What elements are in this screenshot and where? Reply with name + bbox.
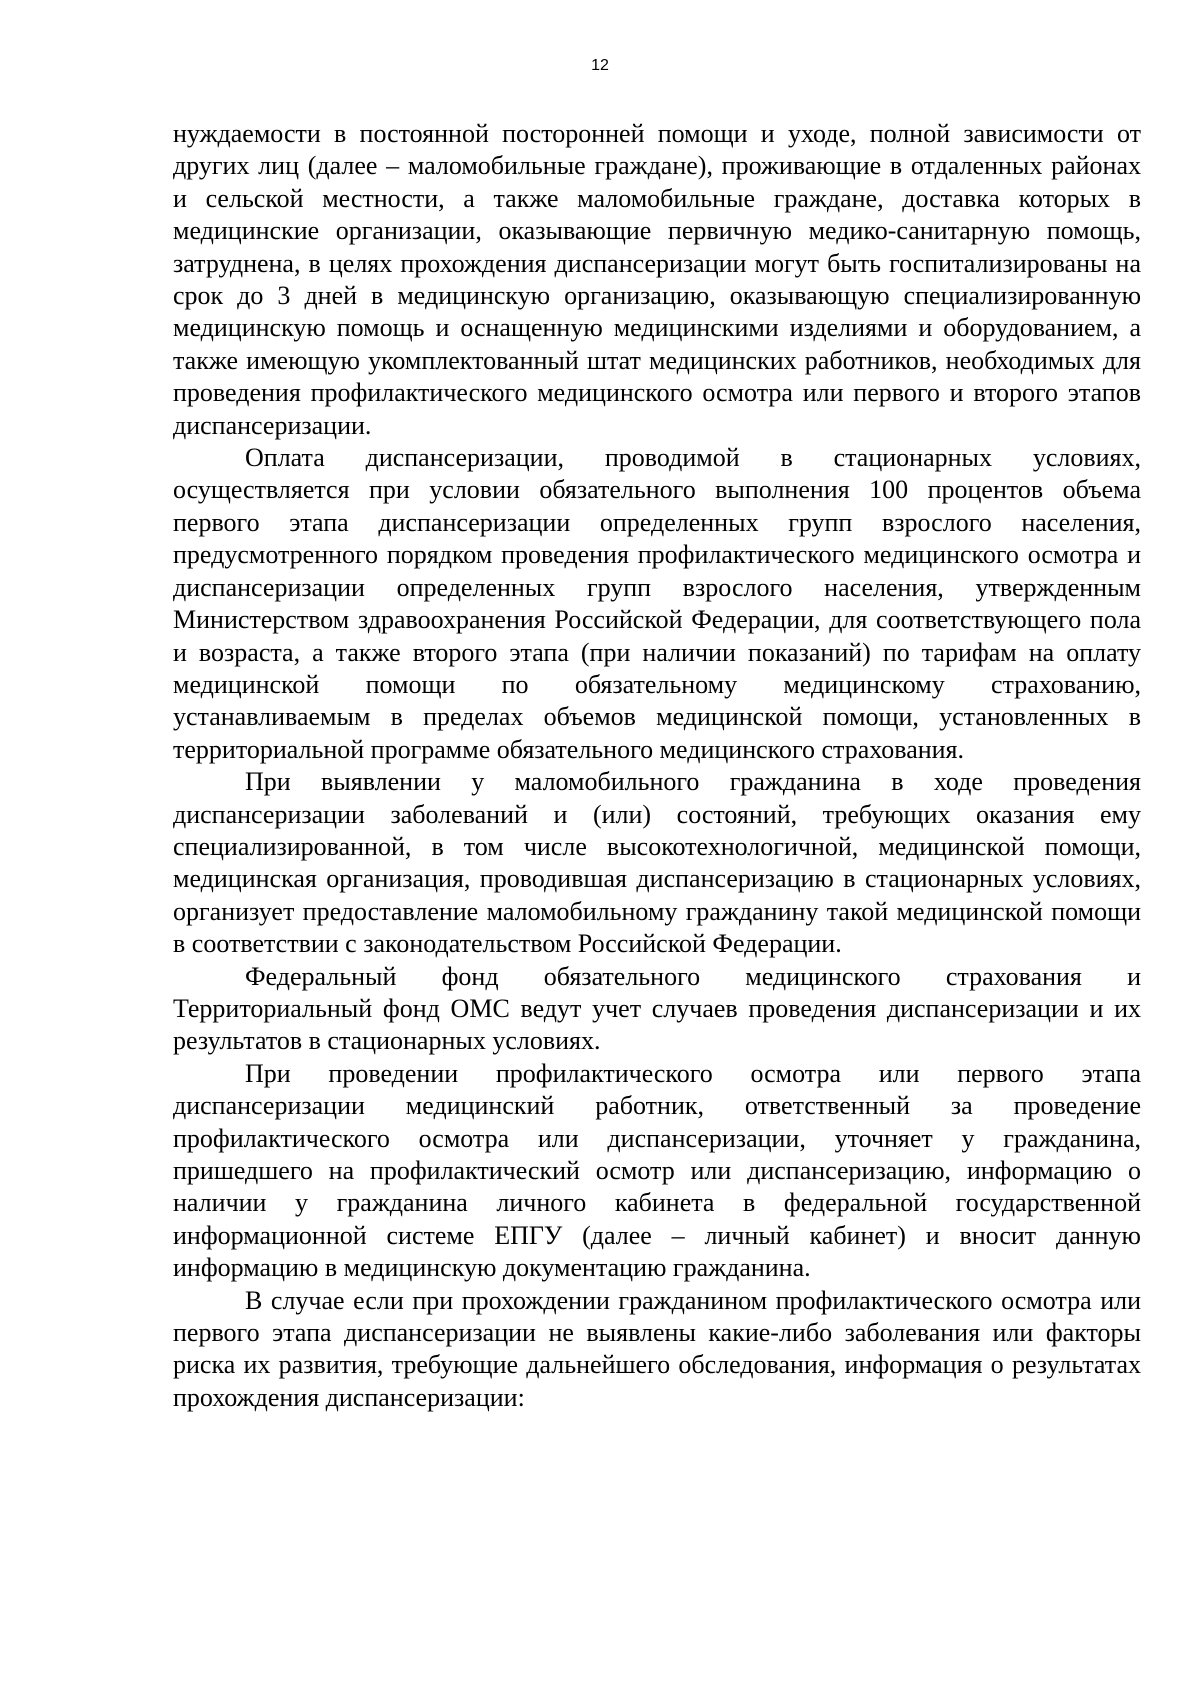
page-number: 12: [591, 57, 609, 74]
paragraph-3: При выявлении у маломобильного гражданина в ходе проведения диспансеризации заболеваний и (или) состояний, требующих оказания ему специализированной, в том числе высокотехнологичной, медицинской помощи, медицинская организация, проводившая диспансеризацию в стационарных условиях, организует предоставление маломобильному гражданину такой медицинской помощи в соответствии с законодательством Российской Федерации.: [173, 767, 1141, 959]
paragraph-6: В случае если при прохождении гражданином профилактического осмотра или первого этапа диспансеризации не выявлены какие-либо заболевания или факторы риска их развития, требующие дальнейшего обследования, информация о результатах прохождения диспансеризации:: [173, 1285, 1141, 1412]
paragraph-1: нуждаемости в постоянной посторонней помощи и уходе, полной зависимости от других лиц (далее – маломобильные граждане), проживающие в отдаленных районах и сельской местности, а также маломобильные граждане, доставка которых в медицинские организации, оказывающие первичную медико-санитарную помощь, затруднена, в целях прохождения диспансеризации могут быть госпитализированы на срок до 3 дней в медицинскую организацию, оказывающую специализированную медицинскую помощь и оснащенную медицинскими изделиями и оборудованием, а также имеющую укомплектованный штат медицинских работников, необходимых для проведения профилактического медицинского осмотра или первого и второго этапов диспансеризации.: [173, 119, 1141, 440]
paragraph-5: При проведении профилактического осмотра или первого этапа диспансеризации медицинский работник, ответственный за проведение профилактического осмотра или диспансеризации, уточняет у гражданина, пришедшего на профилактический осмотр или диспансеризацию, информацию о наличии у гражданина личного кабинета в федеральной государственной информационной системе ЕПГУ (далее – личный кабинет) и вносит данную информацию в медицинскую документацию гражданина.: [173, 1058, 1141, 1283]
paragraph-2: Оплата диспансеризации, проводимой в стационарных условиях, осуществляется при условии обязательного выполнения 100 процентов объема первого этапа диспансеризации определенных групп взрослого населения, предусмотренного порядком проведения профилактического медицинского осмотра и диспансеризации определенных групп взрослого населения, утвержденным Министерством здравоохранения Российской Федерации, для соответствующего пола и возраста, а также второго этапа (при наличии показаний) по тарифам на оплату медицинской помощи по обязательному медицинскому страхованию, устанавливаемым в пределах объемов медицинской помощи, установленных в территориальной программе обязательного медицинского страхования.: [173, 443, 1141, 764]
document-body: [173, 118, 1141, 1414]
paragraph-4: Федеральный фонд обязательного медицинского страхования и Территориальный фонд ОМС ведут учет случаев проведения диспансеризации и их результатов в стационарных условиях.: [173, 961, 1141, 1056]
